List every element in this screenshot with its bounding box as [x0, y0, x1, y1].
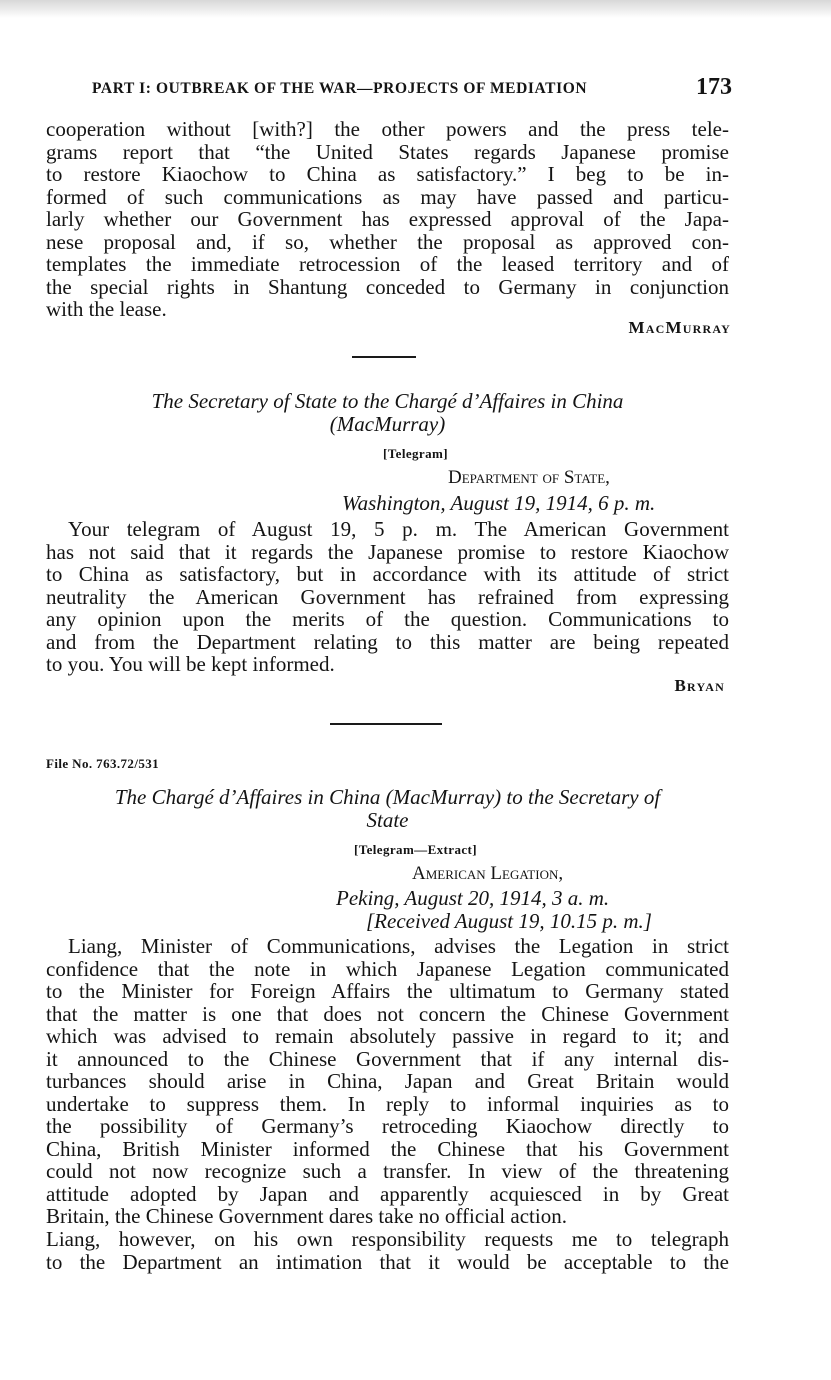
text-line: could not now recognize such a transfer. In view of the threatening — [46, 1159, 729, 1183]
doc3-legation: American Legation, — [412, 863, 564, 884]
doc2-body — [46, 518, 729, 676]
text-line: to you. You will be kept informed. — [46, 652, 335, 676]
signature-bryan: Bryan — [674, 676, 725, 695]
text-line: grams report that “the United States regards Japanese promise — [46, 139, 729, 164]
section-divider — [352, 356, 416, 358]
text-line: and from the Department relating to this matter are being repeated — [46, 629, 729, 654]
text-line: cooperation without [with?] the other powers and the press tele- — [46, 117, 729, 141]
doc3-body-para2 — [46, 1228, 729, 1273]
text-line: Your telegram of August 19, 5 p. m. The American Government — [68, 517, 729, 541]
text-line: the possibility of Germany’s retroceding Kiaochow directly to — [46, 1114, 729, 1138]
doc2-place-date: Washington, August 19, 1914, 6 p. m. — [342, 491, 656, 515]
text-line: Britain, the Chinese Government dares take no official action. — [46, 1204, 567, 1228]
doc3-place-date: Peking, August 20, 1914, 3 a. m. — [336, 886, 610, 910]
text-line: to the Department an intimation that it would be acceptable to the — [46, 1249, 729, 1274]
scan-top-edge — [0, 0, 831, 18]
text-line: it announced to the Chinese Government that if any internal dis- — [46, 1046, 729, 1071]
running-header — [92, 74, 732, 104]
running-title: PART I: OUTBREAK OF THE WAR—PROJECTS OF MEDIATION — [92, 80, 588, 97]
text-line: to restore Kiaochow to China as satisfactory.” I beg to be in- — [46, 162, 729, 186]
text-line: which was advised to remain absolutely passive in regard to it; and — [46, 1024, 729, 1048]
text-line: Liang, however, on his own responsibility requests me to telegraph — [46, 1227, 729, 1251]
text-line: China, British Minister informed the Chinese that his Government — [46, 1136, 729, 1161]
text-line: the special rights in Shantung conceded to Germany in conjunction — [46, 274, 729, 299]
doc2-title-line2: (MacMurray) — [329, 412, 446, 436]
text-line: undertake to suppress them. In reply to informal inquiries as to — [46, 1091, 729, 1116]
text-line: attitude adopted by Japan and apparently acquiesced in by Great — [46, 1181, 729, 1206]
text-line: Liang, Minister of Communications, advises the Legation in strict — [68, 934, 729, 958]
section-divider — [330, 723, 442, 725]
doc3-title-line1: The Chargé d’Affaires in China (MacMurray) to the Secretary of — [114, 785, 661, 809]
doc3-body-para1 — [46, 935, 729, 1228]
text-line: templates the immediate retrocession of the leased territory and of — [46, 252, 729, 276]
text-line: neutrality the American Government has refrained from expressing — [46, 584, 729, 609]
text-line: that the matter is one that does not concern the Chinese Government — [46, 1001, 729, 1026]
doc2-telegram-label: [Telegram] — [383, 446, 448, 461]
text-line: confidence that the note in which Japanese Legation communicated — [46, 956, 729, 981]
text-line: to China as satisfactory, but in accordance with its attitude of strict — [46, 562, 729, 586]
file-number: File No. 763.72/531 — [46, 756, 160, 771]
doc3-title-line2: State — [366, 808, 409, 832]
doc3-received: [Received August 19, 10.15 p. m.] — [366, 909, 652, 933]
text-line: has not said that it regards the Japanese promise to restore Kiaochow — [46, 539, 729, 564]
text-line: turbances should arise in China, Japan and Great Britain would — [46, 1069, 729, 1093]
signature-macmurray: MacMurray — [628, 318, 731, 337]
doc1-body — [46, 118, 729, 321]
text-line: larly whether our Government has expressed approval of the Japa- — [46, 207, 729, 231]
text-line: any opinion upon the merits of the question. Communications to — [46, 607, 729, 631]
doc3-title — [46, 786, 729, 832]
text-line: with the lease. — [46, 297, 167, 321]
page-number: 173 — [696, 74, 732, 100]
doc2-title — [46, 390, 729, 436]
text-line: formed of such communications as may have passed and particu- — [46, 184, 729, 209]
doc3-telegram-label: [Telegram—Extract] — [354, 842, 477, 857]
text-line: nese proposal and, if so, whether the proposal as approved con- — [46, 229, 729, 254]
text-line: to the Minister for Foreign Affairs the ultimatum to Germany stated — [46, 979, 729, 1003]
doc2-department: Department of State, — [448, 467, 610, 488]
doc2-title-line1: The Secretary of State to the Chargé d’Affaires in China — [151, 389, 624, 413]
